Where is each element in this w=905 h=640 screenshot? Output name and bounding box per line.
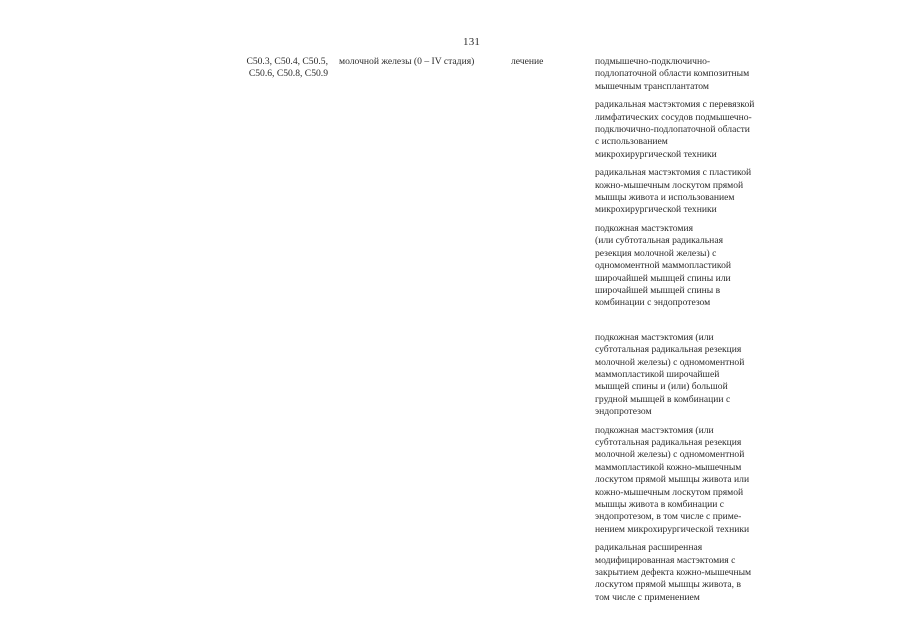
icd-codes-cell: C50.3, C50.4, C50.5, C50.6, C50.8, C50.9 [246,56,328,80]
diagnosis-cell: молочной железы (0 – IV стадия) [339,56,475,67]
method-item: подкожная мастэктомия (или субтотальная радикальная резекция молочной железы) с одномоментной маммопластикой широчайшей мышцей спины или широчайшей мышцей спины в комбинации с эндопротезом [595,222,732,309]
treatment-methods-list [595,56,795,610]
treatment-type-cell: лечение [511,56,544,67]
method-item: радикальная расширенная модифицированная мастэктомия с закрытием дефекта кожно-мышечным лоскутом прямой мышцы живота, в том числе с применением [595,542,752,603]
method-item: подмышечно-подключично- подлопаточной области композитным мышечным трансплантатом [595,56,750,92]
method-item: подкожная мастэктомия (или субтотальная радикальная резекция молочной железы) с одномоментной маммопластикой кожно-мышечным лоскутом прямой мышцы живота или кожно-мышечным лоскутом прямой мышцы живота в комбинации с эндопротезом, в том числе с приме- нением микрохирургической техники [595,424,750,535]
method-item: радикальная мастэктомия с перевязкой лимфатических сосудов подмышечно- подключично-подлопаточной области с использованием микрохирургической техники [595,99,755,160]
method-item: подкожная мастэктомия (или субтотальная радикальная резекция молочной железы) с одномоментной маммопластикой широчайшей мышцей спины и (или) большой грудной мышцей в комбинации с эндопротезом [595,331,745,418]
page-number: 131 [463,36,481,48]
method-item: радикальная мастэктомия с пластикой кожно-мышечным лоскутом прямой мышцы живота и использованием микрохирургической техники [595,167,752,216]
